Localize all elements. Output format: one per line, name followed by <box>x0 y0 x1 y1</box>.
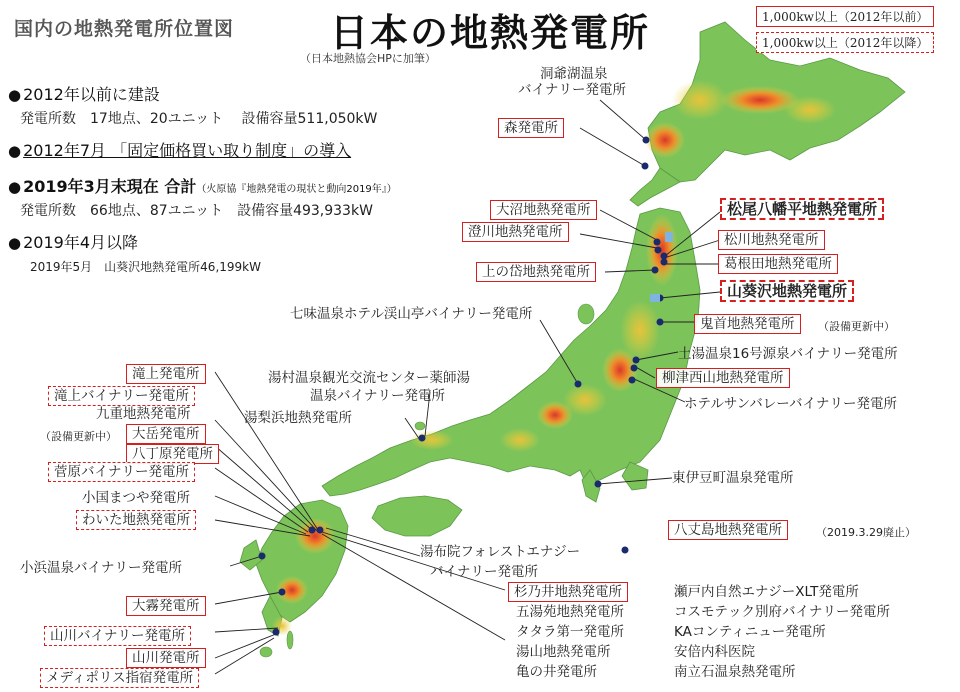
label-higashiizu: 東伊豆町温泉発電所 <box>672 470 794 486</box>
label-gokoku: 五湯苑地熱発電所 <box>516 604 624 620</box>
label-yamagawa-binary: 山川バイナリー発電所 <box>44 626 191 646</box>
label-otake: 大岳発電所 <box>126 424 206 444</box>
label-yanaizu: 柳津西山地熱発電所 <box>656 368 790 388</box>
label-mori: 森発電所 <box>498 118 564 138</box>
label-yuyama: 湯山地熱発電所 <box>516 644 611 660</box>
info-line-4: ● 2019年3月末現在 合計（火原協『地熱発電の現状と動向2019年』） <box>8 177 397 196</box>
marker-yamagawa <box>273 629 280 636</box>
marker-yanaizu <box>631 365 638 372</box>
marker-yumura <box>419 435 426 442</box>
marker-shichimi <box>575 381 582 388</box>
marker-tsuchiyu <box>633 357 640 364</box>
label-onuma: 大沼地熱発電所 <box>490 200 597 220</box>
marker-obama <box>259 553 266 560</box>
label-tatara: タタラ第一発電所 <box>516 624 624 640</box>
marker-onikobe <box>657 319 664 326</box>
info-line-5: 発電所数 66地点、87ユニット 設備容量493,933kW <box>20 203 373 219</box>
note-onikobe: （設備更新中） <box>818 320 895 333</box>
label-toyako-2: バイナリー発電所 <box>518 82 626 98</box>
label-wasabizawa: 山葵沢地熱発電所 <box>720 280 854 302</box>
label-yufuin-2: バイナリー発電所 <box>430 564 538 580</box>
label-takigami-binary: 滝上バイナリー発電所 <box>48 386 195 406</box>
label-takigami: 滝上発電所 <box>126 364 206 384</box>
label-matsuo: 松尾八幡平地熱発電所 <box>720 198 884 220</box>
label-setouchi: 瀬戸内自然エナジーXLT発電所 <box>674 584 859 600</box>
marker-mori <box>642 163 649 170</box>
marker-uenotai <box>652 267 659 274</box>
label-obama: 小浜温泉バイナリー発電所 <box>20 560 182 576</box>
yakushima <box>260 647 272 657</box>
marker-matsukawa <box>661 253 668 260</box>
marker-kakkonda <box>661 259 668 266</box>
marker-higashiizu <box>595 481 602 488</box>
label-medipolis: メディポリス指宿発電所 <box>40 668 199 688</box>
legend-before-2012: 1,000kw以上（2012年以前） <box>756 6 934 27</box>
shikoku <box>372 496 462 536</box>
page-title: 日本の地熱発電所 <box>330 11 651 55</box>
label-onikobe: 鬼首地熱発電所 <box>694 314 801 334</box>
info-line-3: ● 2012年7月 「固定価格買い取り制度」の導入 <box>8 141 352 160</box>
marker-ogiri <box>279 589 286 596</box>
label-yufuin-1: 湯布院フォレストエナジー <box>420 544 581 560</box>
label-suginoi: 杉乃井地熱発電所 <box>508 582 628 602</box>
label-waita: わいた地熱発電所 <box>76 510 196 530</box>
label-kokonoe: 九重地熱発電所 <box>96 406 191 422</box>
label-sumikawa: 澄川地熱発電所 <box>462 222 569 242</box>
top-left-title: 国内の地熱発電所位置図 <box>14 18 235 40</box>
label-sunvalley: ホテルサンバレーバイナリー発電所 <box>684 396 898 412</box>
marker-onuma <box>654 239 661 246</box>
marker-kyushu-1 <box>309 527 316 534</box>
oki <box>415 422 425 430</box>
label-uenotai: 上の岱地熱発電所 <box>476 262 596 282</box>
label-shichimi: 七味温泉ホテル渓山亭バイナリー発電所 <box>290 306 533 322</box>
marker-toyako <box>643 137 650 144</box>
label-matsukawa: 松川地熱発電所 <box>718 230 825 250</box>
sado <box>578 304 594 324</box>
label-oguni: 小国まつや発電所 <box>82 490 190 506</box>
label-ogiri: 大霧発電所 <box>126 596 206 616</box>
marker-kyushu-2 <box>317 527 324 534</box>
note-otake: （設備更新中） <box>40 430 117 443</box>
label-cosmotec: コスモテック別府バイナリー発電所 <box>674 604 890 620</box>
info-line-7: 2019年5月 山葵沢地熱発電所46,199kW <box>30 260 261 274</box>
label-yunashi: 湯梨浜地熱発電所 <box>244 410 352 426</box>
label-tsuchiyu: 土湯温泉16号源泉バイナリー発電所 <box>678 346 898 362</box>
label-yamagawa: 山川発電所 <box>126 648 206 668</box>
info-line-1: ● 2012年以前に建設 <box>8 85 160 104</box>
legend-after-2012: 1,000kw以上（2012年以降） <box>756 32 934 53</box>
label-kamenoi: 亀の井発電所 <box>516 664 597 680</box>
marker-sunvalley <box>629 377 636 384</box>
label-hachijo: 八丈島地熱発電所 <box>668 520 788 540</box>
page-subtitle: （日本地熱協会HPに加筆） <box>300 52 436 65</box>
label-yumura-1: 湯村温泉観光交流センター薬師湯 <box>268 370 470 386</box>
label-ka: KAコンティニュー発電所 <box>674 624 826 640</box>
info-line-2: 発電所数 17地点、20ユニット 設備容量511,050kW <box>20 111 378 127</box>
label-sugawara: 菅原バイナリー発電所 <box>48 462 195 482</box>
label-minamiishi: 南立石温泉熱発電所 <box>674 664 796 680</box>
note-hachijo: （2019.3.29廃止） <box>816 526 916 539</box>
label-kakkonda: 葛根田地熱発電所 <box>718 254 838 274</box>
label-anshin: 安倍内科医院 <box>674 644 755 660</box>
label-yumura-2: 温泉バイナリー発電所 <box>310 388 445 404</box>
label-toyako: 洞爺湖温泉 <box>540 66 608 82</box>
label-hatchobaru: 八丁原発電所 <box>126 444 219 464</box>
info-line-6: ● 2019年4月以降 <box>8 233 138 252</box>
marker-sumikawa <box>655 247 662 254</box>
marker-hachijo <box>622 547 629 554</box>
